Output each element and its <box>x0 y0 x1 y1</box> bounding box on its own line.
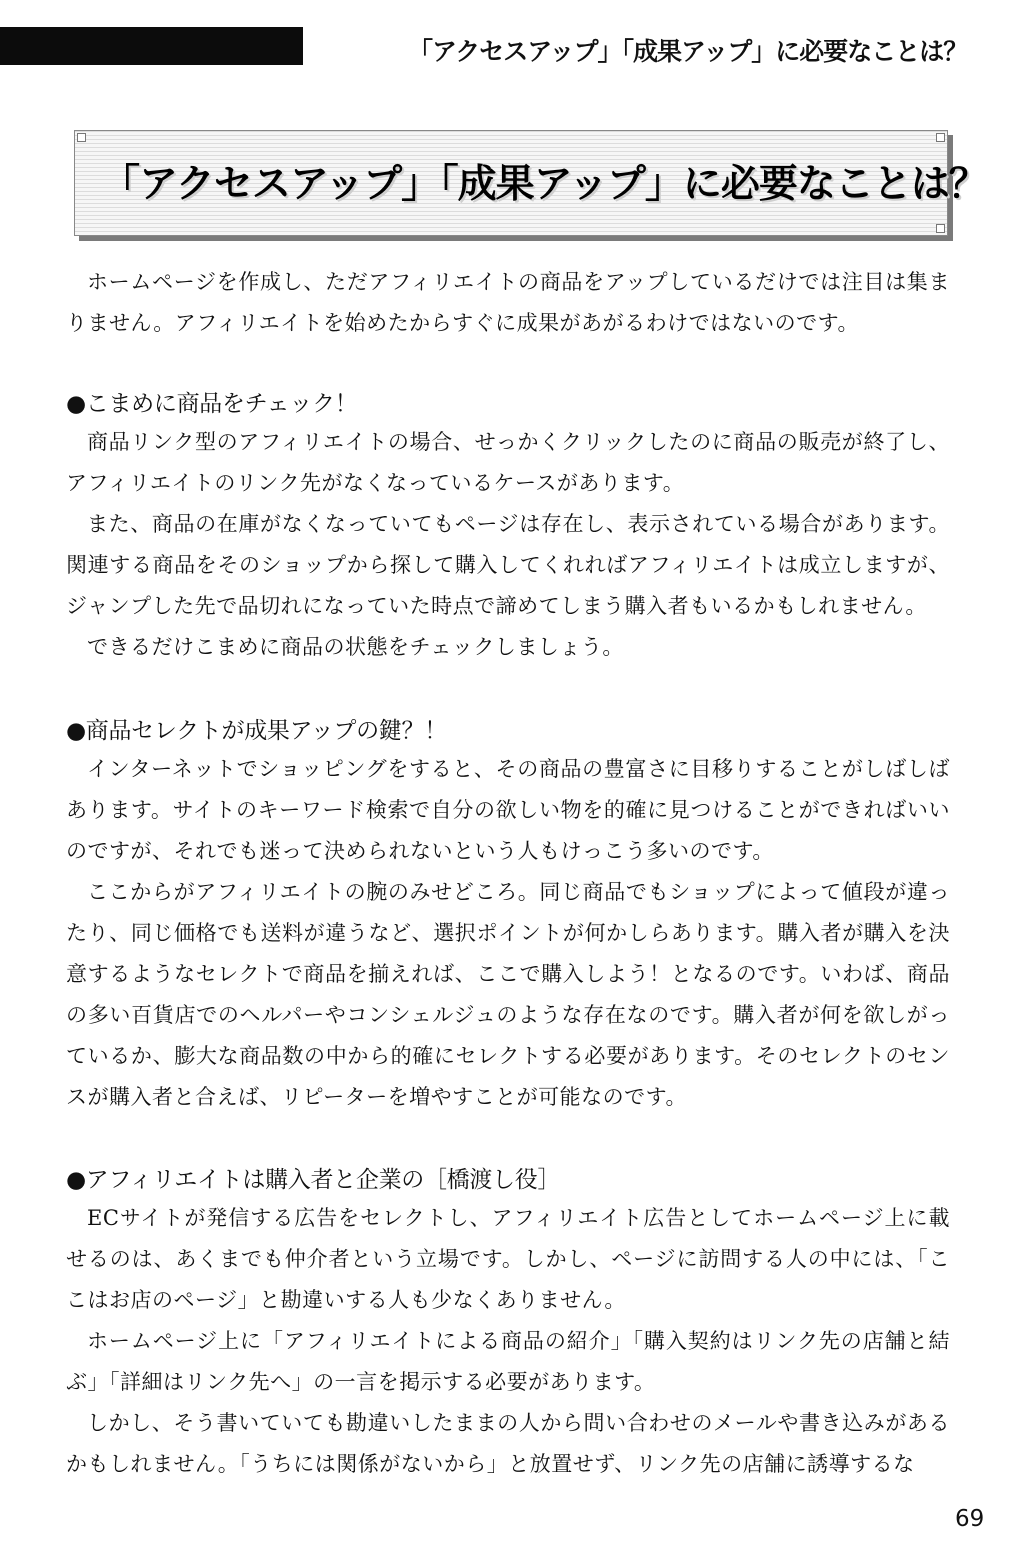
paragraph: できるだけこまめに商品の状態をチェックしましょう。 <box>87 635 624 659</box>
corner-mark-icon <box>936 224 945 233</box>
paragraph: 商品リンク型のアフィリエイトの場合、せっかくクリックしたのに商品の販売が終了し、アフィリエイトのリンク先がなくなっているケースがあります。 <box>66 430 950 495</box>
running-header-title: 「アクセスアップ」「成果アップ」に必要なことは？ <box>408 37 968 66</box>
paragraph: ここからがアフィリエイトの腕のみせどころ。同じ商品でもショップによって値段が違ったり、同じ価格でも送料が違うなど、選択ポイントが何かしらあります。購入者が購入を決意するようなセレクトで商品を揃えれば、ここで購入しよう！となるのです。いわば、商品の多い百貨店でのヘルパーやコンシェルジュのような存在なのです。購入者が何を欲しがっているか、膨大な商品数の中から的確にセレクトする必要があります。そのセレクトのセンスが購入者と合えば、リピーターを増やすことが可能なのです。 <box>66 880 950 1109</box>
section-heading: ●商品セレクトが成果アップの鍵？！ <box>66 718 447 744</box>
paragraph: ホームページ上に「アフィリエイトによる商品の紹介」「購入契約はリンク先の店舗と結ぶ」「詳細はリンク先へ」の一言を掲示する必要があります。 <box>66 1329 950 1394</box>
page-number: 69 <box>955 1506 985 1532</box>
body-text <box>66 262 950 1485</box>
intro-paragraph: ホームページを作成し、ただアフィリエイトの商品をアップしているだけでは注目は集まりません。アフィリエイトを始めたからすぐに成果があがるわけではないのです。 <box>66 270 950 335</box>
section-heading: ●こまめに商品をチェック！ <box>66 391 358 417</box>
header-black-bar <box>0 27 303 65</box>
corner-mark-icon <box>77 133 86 142</box>
paragraph: しかし、そう書いていても勘違いしたままの人から問い合わせのメールや書き込みがあるかもしれません。「うちには関係がないから」と放置せず、リンク先の店舗に誘導するな <box>66 1411 950 1476</box>
paragraph: また、商品の在庫がなくなっていてもページは存在し、表示されている場合があります。関連する商品をそのショップから探して購入してくれればアフィリエイトは成立しますが、ジャンプした先で品切れになっていた時点で諦めてしまう購入者もいるかもしれません。 <box>66 512 950 618</box>
chapter-title-box <box>74 130 987 236</box>
page-title: 「アクセスアップ」「成果アップ」に必要なことは？ <box>101 162 987 207</box>
paragraph: ECサイトが発信する広告をセレクトし、アフィリエイト広告としてホームページ上に載せるのは、あくまでも仲介者という立場です。しかし、ページに訪問する人の中には、「ここはお店のページ」と勘違いする人も少なくありません。 <box>66 1206 950 1312</box>
corner-mark-icon <box>936 133 945 142</box>
section-heading: ●アフィリエイトは購入者と企業の［橋渡し役］ <box>66 1167 561 1193</box>
paragraph: インターネットでショッピングをすると、その商品の豊富さに目移りすることがしばしばあります。サイトのキーワード検索で自分の欲しい物を的確に見つけることができればいいのですが、それでも迷って決められないという人もけっこう多いのです。 <box>66 757 950 863</box>
